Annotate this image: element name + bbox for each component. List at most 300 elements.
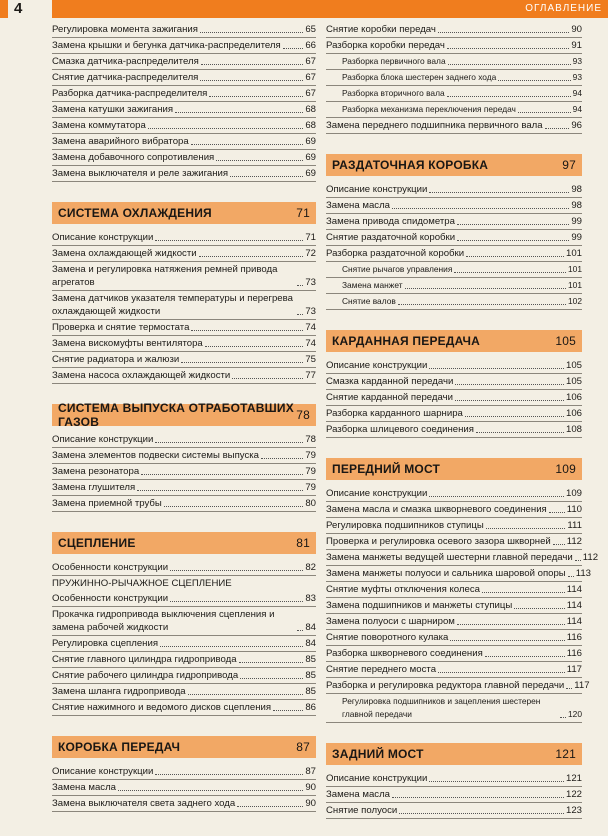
dot-leader [560,717,566,718]
entry-title: Особенности конструкции [52,562,169,573]
dot-leader [447,48,569,49]
entry-title: Описание конструкции [326,184,428,195]
entry-page: 99 [571,232,582,243]
entry-page: 79 [305,466,316,477]
entry-title: Разборка коробки передач [326,40,445,51]
entry-title: Разборка шлицевого соединения [326,424,474,435]
toc-entry[interactable] [52,652,316,668]
entry-page: 82 [305,562,316,573]
entry-page: 102 [568,296,582,306]
dot-leader [170,570,303,571]
entry-title: Снятие переднего моста [326,664,437,675]
entry-page: 68 [305,104,316,115]
toc-entry[interactable] [52,150,316,166]
toc-section [52,401,316,512]
dot-leader [155,774,303,775]
section-page: 109 [555,462,576,476]
dot-leader [465,416,564,417]
toc-section [326,22,582,134]
entry-title: Разборка карданного шарнира [326,408,463,419]
toc-entry[interactable] [326,678,590,694]
toc-entry[interactable] [326,803,582,819]
toc-entry[interactable] [52,668,316,684]
entry-page: 84 [305,622,316,633]
toc-entry[interactable] [326,102,582,118]
toc-entry[interactable] [326,294,582,310]
toc-entry[interactable] [52,246,316,262]
toc-entry[interactable] [52,480,316,496]
toc-entry[interactable] [52,368,316,384]
entry-page: 93 [572,72,582,82]
section-title: СИСТЕМА ВЫПУСКА ОТРАБОТАВШИХ ГАЗОВ [58,401,294,429]
entry-page: 79 [305,450,316,461]
entry-page: 109 [565,488,582,499]
entry-title: Смазка датчика-распределителя [52,56,199,67]
section-header [52,736,316,758]
entry-title: Разборка датчика-распределителя [52,88,208,99]
section-title: КОРОБКА ПЕРЕДАЧ [58,740,181,754]
toc-entry[interactable] [52,464,316,480]
section-title: ЗАДНИЙ МОСТ [332,747,424,761]
dot-leader [261,458,303,459]
entry-page: 101 [568,264,582,274]
toc-entry[interactable] [52,607,316,636]
section-header [52,401,316,429]
dot-leader [170,601,303,602]
toc-entry[interactable] [326,486,582,502]
dot-leader [448,64,571,65]
section-title: СИСТЕМА ОХЛАЖДЕНИЯ [58,206,212,220]
entry-page: 91 [571,40,582,51]
toc-entry[interactable] [52,496,316,512]
toc-entry[interactable] [326,582,582,598]
section-title: РАЗДАТОЧНАЯ КОРОБКА [332,158,489,172]
entry-title: Замена масла [52,782,117,793]
entry-title: Замена шланга гидропривода [52,686,186,697]
toc-entry[interactable] [326,22,582,38]
toc-entry[interactable] [52,764,316,780]
toc-entry[interactable] [326,70,582,86]
dot-leader [485,656,565,657]
entry-page: 105 [565,376,582,387]
entry-page: 90 [571,24,582,35]
entry-page: 114 [566,584,582,595]
entry-page: 85 [305,654,316,665]
dot-leader [240,678,303,679]
entry-title: Замена и регулировка натяжения ремней привода агрегатов [52,264,278,288]
dot-leader [283,48,304,49]
entry-page: 116 [566,648,582,659]
dot-leader [164,506,304,507]
top-bar [0,0,608,18]
entry-title: Особенности конструкции [52,593,169,604]
entry-page: 96 [571,120,582,131]
toc-section [52,532,316,716]
toc-entry[interactable] [326,502,582,518]
entry-title: Снятие поворотного кулака [326,632,449,643]
entry-title: Замена привода спидометра [326,216,455,227]
entry-page: 73 [305,306,316,317]
entry-page: 84 [305,638,316,649]
toc-section [326,154,582,310]
entry-title: Снятие полуоси [326,805,398,816]
entry-page: 69 [305,136,316,147]
entry-title: Замена выключателя света заднего хода [52,798,236,809]
entry-title: Снятие валов [342,296,396,306]
toc-entry[interactable] [52,70,316,86]
toc-entry[interactable] [326,534,582,550]
toc-entry[interactable] [52,118,316,134]
dot-leader [205,346,304,347]
dot-leader [160,646,303,647]
toc-entry[interactable] [52,636,316,652]
entry-title: Замена манжеты полуоси и сальника шаровой опоры [326,568,566,579]
dot-leader [429,368,564,369]
entry-title: Замена добавочного сопротивления [52,152,215,163]
toc-entry[interactable] [52,54,316,70]
header-label: ОГЛАВЛЕНИЕ [525,3,602,14]
entry-title: Замена масла [326,200,391,211]
dot-leader [200,32,303,33]
dot-leader [429,496,564,497]
entry-page: 69 [305,168,316,179]
section-header [326,743,582,765]
entry-title: Описание конструкции [52,766,154,777]
section-header [326,330,582,352]
toc-entry[interactable] [52,336,316,352]
dot-leader [438,672,565,673]
toc-entry[interactable] [326,550,599,566]
entry-title: Регулировка сцепления [52,638,159,649]
toc-section [326,458,599,723]
entry-title: Описание конструкции [52,434,154,445]
entry-title: Замена выключателя и реле зажигания [52,168,229,179]
dot-leader [553,544,565,545]
entry-page: 75 [305,354,316,365]
toc-entry[interactable] [52,86,316,102]
entry-page: 99 [571,216,582,227]
toc-entry[interactable] [52,22,316,38]
toc-entry[interactable] [326,390,582,406]
entry-title: Проверка и снятие термостата [52,322,190,333]
dot-leader [476,432,564,433]
entry-page: 112 [582,552,599,563]
toc-section [326,330,582,438]
toc-entry[interactable] [326,182,582,198]
toc-entry[interactable] [326,230,582,246]
entry-page: 83 [305,593,316,604]
toc-entry[interactable] [52,38,316,54]
entry-page: 67 [305,56,316,67]
entry-title: Замена крышки и бегунка датчика-распределителя [52,40,281,51]
entry-page: 68 [305,120,316,131]
entry-page: 94 [572,88,582,98]
entry-page: 69 [305,152,316,163]
entry-title: Описание конструкции [52,232,154,243]
entry-title: Прокачка гидропривода выключения сцепления и замена рабочей жидкости [52,609,275,633]
section-page: 78 [296,408,310,422]
toc-entry[interactable] [326,358,582,374]
toc-entry[interactable] [326,614,582,630]
entry-title: Снятие рабочего цилиндра гидропривода [52,670,239,681]
toc-entry[interactable] [52,102,316,118]
dot-leader [191,330,303,331]
entry-page: 112 [566,536,582,547]
toc-entry[interactable] [326,787,582,803]
entry-title: Снятие радиатора и жалюзи [52,354,180,365]
entry-page: 117 [566,664,582,675]
left-column [52,22,316,812]
entry-page: 108 [565,424,582,435]
toc-entry[interactable] [326,662,582,678]
entry-title: Снятие главного цилиндра гидропривода [52,654,237,665]
entry-title: Разборка вторичного вала [342,88,445,98]
toc-entry[interactable] [326,518,582,534]
toc-entry[interactable] [52,320,316,336]
toc-entry[interactable] [52,591,316,607]
dot-leader [454,272,566,273]
entry-title: Замена подшипников и манжеты ступицы [326,600,513,611]
page-number: 4 [8,0,54,18]
toc-entry[interactable] [52,700,316,716]
entry-title: Проверка и регулировка осевого зазора шкворней [326,536,551,547]
dot-leader [239,662,304,663]
toc-entry[interactable] [326,422,582,438]
dot-leader [486,528,566,529]
entry-title: Снятие нажимного и ведомого дисков сцепления [52,702,272,713]
toc-entry[interactable] [52,576,316,591]
dot-leader [273,710,303,711]
entry-title: Снятие датчика-распределителя [52,72,199,83]
entry-page: 78 [305,434,316,445]
dot-leader [457,240,569,241]
toc-entry[interactable] [326,630,582,646]
entry-title: Замена охлаждающей жидкости [52,248,197,259]
toc-entry[interactable] [52,352,316,368]
entry-title: Разборка первичного вала [342,56,446,66]
entry-title: Замена масла и смазка шкворневого соединения [326,504,547,515]
entry-page: 74 [305,338,316,349]
dot-leader [201,64,304,65]
dot-leader [392,208,569,209]
dot-leader [545,128,570,129]
toc-entry[interactable] [326,38,582,54]
section-page: 81 [296,536,310,550]
toc-entry[interactable] [52,166,316,182]
toc-entry[interactable] [52,684,316,700]
toc-entry[interactable] [326,246,582,262]
entry-page: 101 [565,248,582,259]
dot-leader [498,80,570,81]
toc-section [326,743,582,819]
entry-page: 90 [305,782,316,793]
section-title: СЦЕПЛЕНИЕ [58,536,136,550]
dot-leader [200,80,303,81]
toc-entry[interactable] [326,86,582,102]
entry-title: Регулировка подшипников ступицы [326,520,484,531]
entry-title: Снятие раздаточной коробки [326,232,456,243]
dot-leader [392,797,564,798]
dot-leader [118,790,303,791]
entry-title: Замена манжет [342,280,403,290]
dot-leader [575,560,581,561]
entry-page: 106 [565,408,582,419]
toc-section [52,202,316,384]
toc-entry[interactable] [326,694,582,723]
entry-page: 93 [572,56,582,66]
section-header [52,202,316,224]
entry-page: 122 [565,789,582,800]
entry-title: Снятие коробки передач [326,24,436,35]
dot-leader [455,400,564,401]
entry-title: Регулировка подшипников и зацепления шестерен главной передачи [342,696,541,719]
entry-page: 123 [565,805,582,816]
entry-title: Замена глушителя [52,482,136,493]
section-page: 105 [555,334,576,348]
dot-leader [398,304,566,305]
section-page: 71 [296,206,310,220]
section-header [326,458,582,480]
toc-entry[interactable] [326,566,591,582]
entry-page: 85 [305,686,316,697]
entry-title: Замена масла [326,789,391,800]
entry-page: 73 [305,277,316,288]
toc-entry[interactable] [52,230,316,246]
dot-leader [199,256,304,257]
toc-entry[interactable] [52,448,316,464]
dot-leader [175,112,303,113]
entry-title: Снятие муфты отключения колеса [326,584,480,595]
section-page: 121 [555,747,576,761]
toc-entry[interactable] [326,406,582,422]
toc-entry[interactable] [326,214,582,230]
entry-page: 120 [568,709,582,719]
entry-page: 114 [566,600,582,611]
entry-page: 67 [305,88,316,99]
dot-leader [137,490,303,491]
entry-title: Разборка и регулировка редуктора главной передачи [326,680,565,691]
toc-entry[interactable] [326,646,582,662]
dot-leader [455,384,564,385]
dot-leader [155,442,303,443]
entry-page: 79 [305,482,316,493]
entry-page: 101 [568,280,582,290]
dot-leader [447,96,571,97]
toc-entry[interactable] [326,598,582,614]
entry-title: Смазка карданной передачи [326,376,454,387]
dot-leader [457,224,569,225]
dot-leader [297,314,303,315]
entry-title: Разборка механизма переключения передач [342,104,516,114]
dot-leader [297,630,303,631]
entry-page: 111 [567,520,582,531]
toc-entry[interactable] [52,432,316,448]
entry-page: 98 [571,200,582,211]
entry-title: Замена переднего подшипника первичного вала [326,120,543,131]
section-header [326,154,582,176]
dot-leader [232,378,303,379]
toc-entry[interactable] [52,134,316,150]
toc-entry[interactable] [326,374,582,390]
entry-title: ПРУЖИННО-РЫЧАЖНОЕ СЦЕПЛЕНИЕ [52,578,232,589]
section-title: ПЕРЕДНИЙ МОСТ [332,462,441,476]
dot-leader [297,285,303,286]
dot-leader [482,592,565,593]
entry-page: 117 [574,680,590,691]
entry-page: 98 [571,184,582,195]
dot-leader [566,688,572,689]
dot-leader [438,32,569,33]
dot-leader [155,240,303,241]
dot-leader [181,362,303,363]
entry-title: Замена приемной трубы [52,498,162,509]
entry-title: Снятие карданной передачи [326,392,453,403]
toc-entry[interactable] [52,780,316,796]
entry-title: Разборка блока шестерен заднего хода [342,72,497,82]
entry-page: 72 [305,248,316,259]
toc-entry[interactable] [326,54,582,70]
entry-page: 106 [565,392,582,403]
entry-title: Описание конструкции [326,488,428,499]
dot-leader [230,176,303,177]
entry-page: 90 [305,798,316,809]
entry-title: Замена вискомуфты вентилятора [52,338,203,349]
dot-leader [188,694,304,695]
entry-page: 74 [305,322,316,333]
dot-leader [141,474,303,475]
entry-page: 71 [305,232,316,243]
entry-title: Разборка раздаточной коробки [326,248,465,259]
right-column [326,22,599,819]
dot-leader [549,512,565,513]
entry-title: Замена катушки зажигания [52,104,174,115]
dot-leader [514,608,564,609]
dot-leader [148,128,304,129]
toc-section [52,736,316,812]
toc-entry[interactable] [326,262,582,278]
entry-page: 65 [305,24,316,35]
dot-leader [466,256,564,257]
toc-entry[interactable] [52,796,316,812]
toc-entry[interactable] [52,560,316,576]
toc-section [52,22,316,182]
toc-entry[interactable] [326,118,582,134]
entry-title: Разборка шкворневого соединения [326,648,483,659]
toc-entry[interactable] [326,278,582,294]
entry-page: 67 [305,72,316,83]
entry-title: Замена манжеты ведущей шестерни главной передачи [326,552,573,563]
entry-title: Описание конструкции [326,360,428,371]
entry-page: 113 [575,568,591,579]
entry-title: Снятие рычагов управления [342,264,453,274]
toc-entry[interactable] [326,198,582,214]
entry-page: 105 [565,360,582,371]
dot-leader [429,781,564,782]
section-title: КАРДАННАЯ ПЕРЕДАЧА [332,334,481,348]
entry-title: Замена элементов подвески системы выпуска [52,450,260,461]
toc-entry[interactable] [52,291,316,320]
entry-title: Замена насоса охлаждающей жидкости [52,370,231,381]
entry-page: 86 [305,702,316,713]
entry-page: 66 [305,40,316,51]
toc-entry[interactable] [52,262,316,291]
dot-leader [191,144,304,145]
section-page: 87 [296,740,310,754]
entry-title: Замена полуоси с шарниром [326,616,455,627]
section-page: 97 [562,158,576,172]
toc-entry[interactable] [326,771,582,787]
entry-page: 94 [572,104,582,114]
